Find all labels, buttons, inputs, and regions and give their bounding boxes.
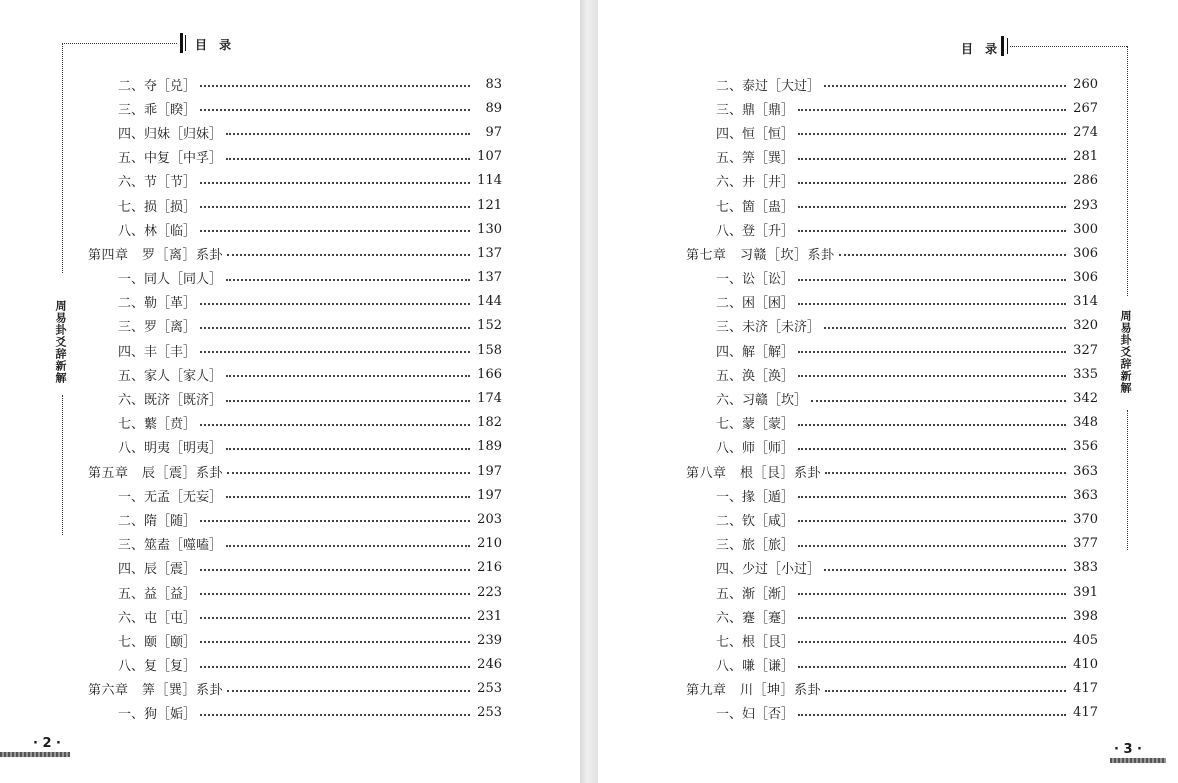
dot-leader [798, 496, 1066, 498]
toc-entry-row [686, 483, 1098, 507]
toc-entry-row [88, 217, 502, 241]
toc-entry-row [686, 314, 1098, 338]
dot-leader [798, 714, 1066, 716]
toc-entry-row [88, 193, 502, 217]
toc-page-number: 121 [477, 197, 502, 213]
toc-label: 一、狗［姤］ [118, 707, 197, 723]
header-bar [180, 33, 183, 53]
toc-chapter-row [88, 241, 502, 265]
toc-page-number: 174 [477, 391, 502, 407]
toc-label: 七、蒙［蒙］ [716, 417, 795, 433]
dot-leader [200, 85, 470, 87]
toc-label: 二、勒［革］ [118, 296, 197, 312]
dot-leader [226, 158, 470, 160]
toc-entry-row [88, 169, 502, 193]
toc-page-number: 342 [1073, 391, 1098, 407]
dot-leader [798, 133, 1066, 135]
side-rule-bottom [62, 395, 63, 535]
page-number-bar [0, 752, 70, 757]
dot-leader [824, 327, 1066, 329]
dot-leader [200, 593, 470, 595]
dot-leader [798, 303, 1066, 305]
toc-label: 二、泰过［大过］ [716, 78, 821, 94]
toc-label: 八、登［升］ [716, 223, 795, 239]
toc-label: 六、蹇［蹇］ [716, 610, 795, 626]
toc-entry-row [88, 96, 502, 120]
toc-entry-row [686, 266, 1098, 290]
toc-chapter-row [686, 677, 1098, 701]
toc-entry-row [88, 290, 502, 314]
toc-page-number: 417 [1073, 705, 1098, 721]
dot-leader [226, 375, 470, 377]
toc-page-number: 83 [485, 76, 502, 92]
toc-entry-row [686, 290, 1098, 314]
toc-label: 八、嗛［谦］ [716, 659, 795, 675]
dot-leader [798, 424, 1066, 426]
dot-leader [200, 666, 470, 668]
dot-leader [200, 327, 470, 329]
toc-label: 第九章 川［坤］系卦 [686, 683, 822, 699]
toc-page-number: 377 [1073, 536, 1098, 552]
toc-label: 八、师［师］ [716, 441, 795, 457]
toc-entry-row [686, 96, 1098, 120]
toc-entry-row [686, 217, 1098, 241]
dot-leader [811, 400, 1066, 402]
toc-page-number: 253 [477, 705, 502, 721]
toc-label: 二、困［困］ [716, 296, 795, 312]
toc-label: 四、少过［小过］ [716, 562, 821, 578]
book-gutter [580, 0, 598, 783]
toc-label: 八、林［临］ [118, 223, 197, 239]
toc-label: 五、渐［渐］ [716, 586, 795, 602]
toc-entry-row [88, 72, 502, 96]
toc-page-number: 231 [477, 608, 502, 624]
dot-leader [227, 254, 470, 256]
page-number: · 3 · [1114, 742, 1142, 757]
dot-leader [200, 351, 470, 353]
toc-entry-row [88, 338, 502, 362]
header-title: 目 录 [195, 38, 236, 52]
toc-page-number: 210 [477, 536, 502, 552]
toc-entry-row [88, 604, 502, 628]
toc-page-number: 286 [1073, 173, 1098, 189]
dot-leader [798, 666, 1066, 668]
dot-leader [825, 690, 1066, 692]
dot-leader [798, 593, 1066, 595]
toc-label: 第七章 习赣［坎］系卦 [686, 247, 835, 263]
toc-entry-row [88, 483, 502, 507]
toc-entry-row [686, 653, 1098, 677]
toc-page-number: 144 [477, 294, 502, 310]
dot-leader [798, 109, 1066, 111]
toc-label: 六、既济［既济］ [118, 393, 223, 409]
toc-label: 六、井［井］ [716, 175, 795, 191]
toc-label: 四、解［解］ [716, 344, 795, 360]
toc-page-number: 306 [1073, 270, 1098, 286]
header-title: 目 录 [961, 42, 1002, 56]
toc-entry-row [686, 532, 1098, 556]
toc-page-number: 189 [477, 439, 502, 455]
toc-label: 三、筮盍［噬嗑］ [118, 538, 223, 554]
toc-label: 第五章 辰［震］系卦 [88, 465, 224, 481]
toc-page-number: 410 [1073, 657, 1098, 673]
toc-page-number: 107 [477, 149, 502, 165]
dot-leader [200, 617, 470, 619]
dot-leader [226, 448, 470, 450]
toc-label: 五、涣［涣］ [716, 368, 795, 384]
dot-leader [200, 109, 470, 111]
toc-label: 五、筭［巽］ [716, 151, 795, 167]
toc-page-number: 203 [477, 511, 502, 527]
toc-label: 八、复［复］ [118, 659, 197, 675]
toc-label: 八、明夷［明夷］ [118, 441, 223, 457]
dot-leader [798, 520, 1066, 522]
toc-label: 三、未济［未济］ [716, 320, 821, 336]
toc-page-number: 246 [477, 657, 502, 673]
dot-leader [200, 230, 470, 232]
toc-page-number: 391 [1073, 584, 1098, 600]
dot-leader [824, 569, 1066, 571]
dot-leader [798, 279, 1066, 281]
dot-leader [226, 545, 470, 547]
toc-page-number: 405 [1073, 632, 1098, 648]
toc-list [686, 72, 1098, 725]
side-rule-top [62, 43, 63, 273]
toc-page-number: 348 [1073, 415, 1098, 431]
toc-entry-row [686, 507, 1098, 531]
toc-page-number: 417 [1073, 681, 1098, 697]
toc-label: 二、夺［兑］ [118, 78, 197, 94]
toc-label: 三、鼎［鼎］ [716, 102, 795, 118]
toc-entry-row [88, 120, 502, 144]
toc-label: 三、乖［睽］ [118, 102, 197, 118]
dot-leader [798, 158, 1066, 160]
dot-leader [798, 375, 1066, 377]
toc-entry-row [88, 435, 502, 459]
toc-entry-row [686, 72, 1098, 96]
dot-leader [226, 400, 470, 402]
toc-entry-row [88, 266, 502, 290]
toc-label: 二、钦［咸］ [716, 513, 795, 529]
dot-leader [798, 617, 1066, 619]
dot-leader [226, 133, 470, 135]
dot-leader [200, 424, 470, 426]
toc-label: 七、箇［蛊］ [716, 199, 795, 215]
dot-leader [227, 690, 470, 692]
toc-page-number: 253 [477, 681, 502, 697]
toc-page-number: 223 [477, 584, 502, 600]
toc-page-number: 320 [1073, 318, 1098, 334]
toc-page-number: 137 [477, 270, 502, 286]
toc-page-number: 383 [1073, 560, 1098, 576]
toc-entry-row [88, 701, 502, 725]
toc-page-number: 130 [477, 221, 502, 237]
side-book-title: 周易卦爻辞新解 [54, 300, 67, 384]
dot-leader [226, 496, 470, 498]
toc-entry-row [686, 145, 1098, 169]
toc-entry-row [88, 145, 502, 169]
toc-entry-row [686, 120, 1098, 144]
toc-label: 一、无孟［无妄］ [118, 489, 223, 505]
dot-leader [200, 520, 470, 522]
toc-label: 第八章 根［艮］系卦 [686, 465, 822, 481]
toc-page-number: 274 [1073, 124, 1098, 140]
toc-entry-row [686, 556, 1098, 580]
toc-label: 六、节［节］ [118, 175, 197, 191]
side-rule-top [1127, 46, 1128, 296]
dot-leader [200, 206, 470, 208]
toc-entry-row [88, 411, 502, 435]
toc-label: 七、蘩［贲］ [118, 417, 197, 433]
toc-entry-row [686, 701, 1098, 725]
header-rule [62, 43, 177, 44]
toc-page-number: 363 [1073, 487, 1098, 503]
toc-entry-row [88, 580, 502, 604]
toc-label: 五、家人［家人］ [118, 368, 223, 384]
toc-label: 第六章 筭［巽］系卦 [88, 683, 224, 699]
toc-page-number: 300 [1073, 221, 1098, 237]
dot-leader [798, 182, 1066, 184]
dot-leader [798, 448, 1066, 450]
toc-label: 四、恒［恒］ [716, 126, 795, 142]
dot-leader [200, 569, 470, 571]
toc-entry-row [88, 314, 502, 338]
toc-label: 一、妇［否］ [716, 707, 795, 723]
dot-leader [798, 545, 1066, 547]
toc-entry-row [88, 386, 502, 410]
header-bar [1007, 38, 1008, 54]
side-rule-bottom [1127, 410, 1128, 550]
toc-label: 三、旅［旅］ [716, 538, 795, 554]
toc-page-number: 182 [477, 415, 502, 431]
toc-list [88, 72, 502, 725]
toc-label: 四、辰［震］ [118, 562, 197, 578]
toc-page-number: 363 [1073, 463, 1098, 479]
toc-entry-row [88, 532, 502, 556]
toc-page-number: 370 [1073, 511, 1098, 527]
dot-leader [825, 472, 1066, 474]
toc-chapter-row [88, 459, 502, 483]
toc-label: 五、益［益］ [118, 586, 197, 602]
toc-entry-row [686, 386, 1098, 410]
dot-leader [798, 641, 1066, 643]
header-bar [185, 35, 186, 51]
toc-page-number: 281 [1073, 149, 1098, 165]
dot-leader [824, 85, 1066, 87]
toc-entry-row [686, 193, 1098, 217]
toc-page-number: 197 [477, 487, 502, 503]
toc-chapter-row [686, 459, 1098, 483]
toc-page-number: 306 [1073, 245, 1098, 261]
toc-label: 一、掾［遁］ [716, 489, 795, 505]
toc-label: 六、屯［屯］ [118, 610, 197, 626]
toc-page-number: 356 [1073, 439, 1098, 455]
dot-leader [200, 714, 470, 716]
toc-entry-row [88, 362, 502, 386]
toc-chapter-row [88, 677, 502, 701]
dot-leader [226, 279, 470, 281]
page-number-bar [1110, 758, 1166, 763]
toc-page-number: 216 [477, 560, 502, 576]
right-page [598, 0, 1178, 783]
toc-label: 第四章 罗［离］系卦 [88, 247, 224, 263]
toc-label: 一、同人［同人］ [118, 272, 223, 288]
toc-page-number: 398 [1073, 608, 1098, 624]
toc-label: 四、丰［丰］ [118, 344, 197, 360]
toc-label: 六、习赣［坎］ [716, 393, 808, 409]
toc-page-number: 314 [1073, 294, 1098, 310]
toc-page-number: 293 [1073, 197, 1098, 213]
toc-page-number: 239 [477, 632, 502, 648]
toc-entry-row [686, 169, 1098, 193]
toc-page-number: 267 [1073, 100, 1098, 116]
dot-leader [200, 641, 470, 643]
toc-entry-row [686, 604, 1098, 628]
dot-leader [200, 303, 470, 305]
dot-leader [798, 230, 1066, 232]
toc-page-number: 327 [1073, 342, 1098, 358]
toc-entry-row [686, 580, 1098, 604]
toc-page-number: 97 [485, 124, 502, 140]
dot-leader [798, 351, 1066, 353]
toc-entry-row [88, 628, 502, 652]
toc-page-number: 137 [477, 245, 502, 261]
toc-page-number: 335 [1073, 366, 1098, 382]
dot-leader [798, 206, 1066, 208]
toc-label: 七、损［损］ [118, 199, 197, 215]
toc-page-number: 197 [477, 463, 502, 479]
toc-label: 五、中复［中孚］ [118, 151, 223, 167]
toc-entry-row [686, 338, 1098, 362]
page-number: · 2 · [33, 736, 61, 751]
toc-entry-row [686, 362, 1098, 386]
toc-label: 四、归妹［归妹］ [118, 126, 223, 142]
toc-label: 二、隋［随］ [118, 513, 197, 529]
toc-label: 一、讼［讼］ [716, 272, 795, 288]
header-rule [1010, 46, 1127, 47]
toc-entry-row [686, 411, 1098, 435]
toc-entry-row [88, 507, 502, 531]
toc-page-number: 89 [485, 100, 502, 116]
dot-leader [839, 254, 1066, 256]
header-bar [1001, 36, 1004, 56]
toc-label: 七、颐［颐］ [118, 634, 197, 650]
left-page [0, 0, 580, 783]
toc-entry-row [88, 556, 502, 580]
toc-chapter-row [686, 241, 1098, 265]
toc-page-number: 260 [1073, 76, 1098, 92]
toc-page-number: 114 [477, 173, 502, 189]
side-book-title: 周易卦爻辞新解 [1119, 310, 1132, 394]
toc-entry-row [686, 628, 1098, 652]
dot-leader [200, 182, 470, 184]
toc-entry-row [686, 435, 1098, 459]
dot-leader [227, 472, 470, 474]
toc-page-number: 158 [477, 342, 502, 358]
toc-page-number: 152 [477, 318, 502, 334]
toc-page-number: 166 [477, 366, 502, 382]
toc-entry-row [88, 653, 502, 677]
toc-label: 七、根［艮］ [716, 634, 795, 650]
toc-label: 三、罗［离］ [118, 320, 197, 336]
